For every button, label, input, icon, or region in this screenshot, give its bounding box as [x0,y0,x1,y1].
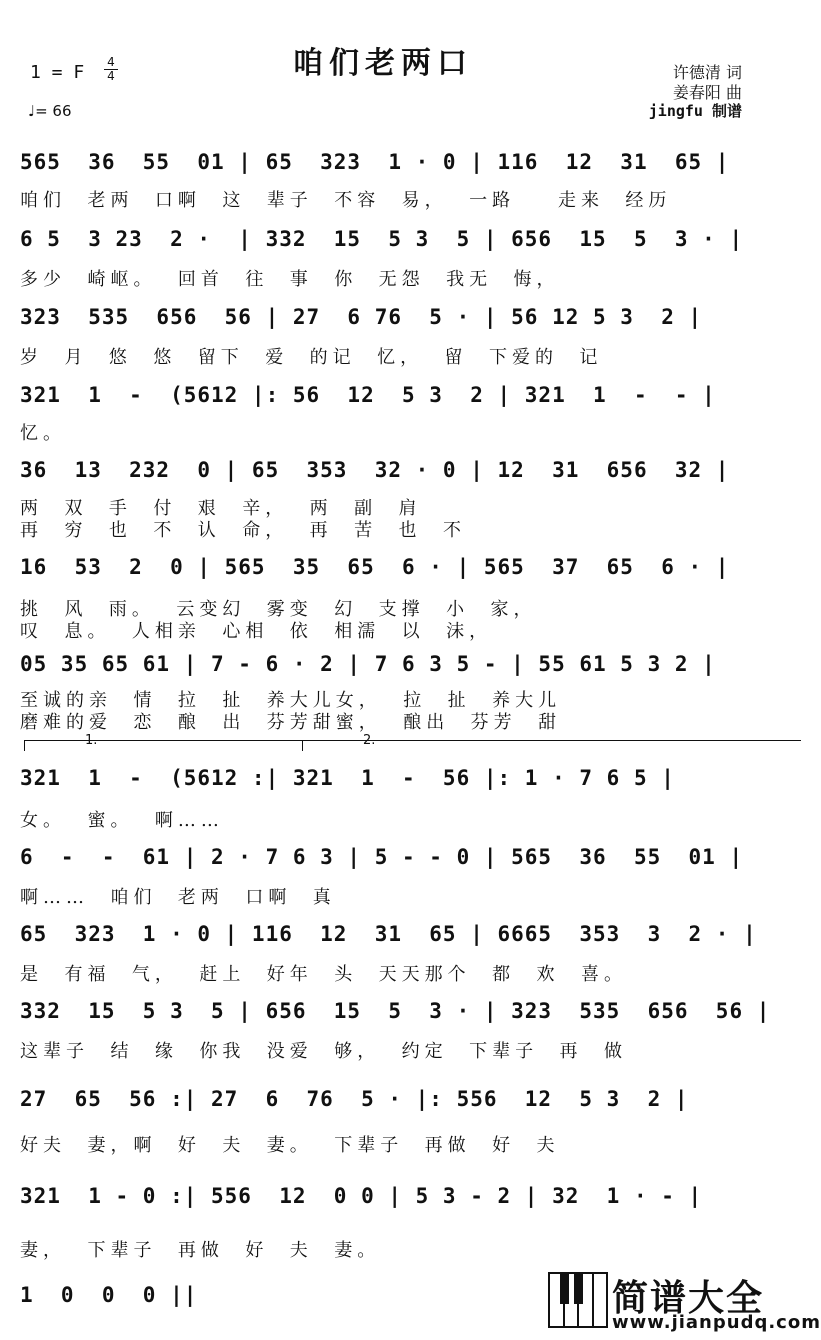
lyric-line: 多少 崎岖。 回首 往 事 你 无怨 我无 悔， [20,269,560,290]
lyric-line: 磨难的爱 恋 酿 出 芬芳甜蜜， 酿出 芬芳 甜 [20,712,562,733]
notation-line: 321 1 - 0 :| 556 12 0 0 | 5 3 - 2 | 32 1 · - | [20,1184,703,1208]
notation-line: 6 - - 61 | 2 · 7 6 3 | 5 - - 0 | 565 36 55 01 | [20,845,744,869]
lyric-line: 叹 息。 人相亲 心相 依 相濡 以 沫， [20,621,493,642]
notation-line: 65 323 1 · 0 | 116 12 31 65 | 6665 353 3 2 · | [20,922,757,946]
notation-line: 323 535 656 56 | 27 6 76 5 · | 56 12 5 3 2 | [20,305,703,329]
notation-line: 565 36 55 01 | 65 323 1 · 0 | 116 12 31 65 | [20,150,730,174]
tempo-marking: ♩= 66 [28,102,72,120]
lyric-line: 妻， 下辈子 再做 好 夫 妻。 [20,1240,381,1261]
lyric-line: 是 有福 气， 赶上 好年 头 天天那个 都 欢 喜。 [20,964,627,985]
time-numerator: 4 [107,55,115,69]
lyric-line: 好夫 妻，啊 好 夫 妻。 下辈子 再做 好 夫 [20,1135,560,1156]
notation-line: 321 1 - (5612 :| 321 1 - 56 |: 1 · 7 6 5 | [20,766,675,790]
transcriber-credit: jingfu 制谱 [648,102,742,120]
time-denominator: 4 [107,69,115,83]
notation-line: 1 0 0 0 || [20,1283,198,1307]
notation-line: 05 35 65 61 | 7 - 6 · 2 | 7 6 3 5 - | 55 61 5 3 2 | [20,652,716,676]
lyric-line: 啊…… 咱们 老两 口啊 真 [20,887,336,908]
lyric-line: 两 双 手 付 艰 辛， 两 副 肩 [20,498,422,519]
lyricist-credit: 许德清 词 [672,63,742,82]
piano-keys-icon [548,1272,608,1328]
notation-line: 27 65 56 :| 27 6 76 5 · |: 556 12 5 3 2 | [20,1087,689,1111]
notation-line: 36 13 232 0 | 65 353 32 · 0 | 12 31 656 32 | [20,458,730,482]
watermark-logo [548,1272,821,1333]
lyric-line: 忆。 [20,423,66,444]
lyric-line: 这辈子 结 缘 你我 没爱 够， 约定 下辈子 再 做 [20,1041,627,1062]
watermark-url: www.jianpudq.com [612,1312,821,1333]
lyric-line: 至诚的亲 情 拉 扯 养大儿女， 拉 扯 养大儿 [20,690,562,711]
watermark-name: 简谱大全 [612,1278,765,1319]
lyric-line: 咱们 老两 口啊 这 辈子 不容 易， 一路 走来 经历 [20,190,672,211]
volta-bracket-2: 2. [302,740,801,751]
notation-line: 321 1 - (5612 |: 56 12 5 3 2 | 321 1 - - | [20,383,716,407]
lyric-line: 岁 月 悠 悠 留下 爱 的记 忆， 留 下爱的 记 [20,347,603,368]
volta-bracket-1: 1. [24,740,355,751]
notation-line: 6 5 3 23 2 · | 332 15 5 3 5 | 656 15 5 3 · | [20,227,744,251]
composer-credit: 姜春阳 曲 [672,83,742,102]
key-signature: 1 = F [30,62,85,83]
notation-line: 332 15 5 3 5 | 656 15 5 3 · | 323 535 656 56 | [20,999,771,1023]
title: 咱们老两口 [293,46,473,81]
lyric-line: 再 穷 也 不 认 命， 再 苦 也 不 [20,520,466,541]
lyric-line: 女。 蜜。 啊…… [20,810,224,831]
notation-line: 16 53 2 0 | 565 35 65 6 · | 565 37 65 6 · | [20,555,730,579]
lyric-line: 挑 风 雨。 云变幻 雾变 幻 支撑 小 家， [20,599,537,620]
